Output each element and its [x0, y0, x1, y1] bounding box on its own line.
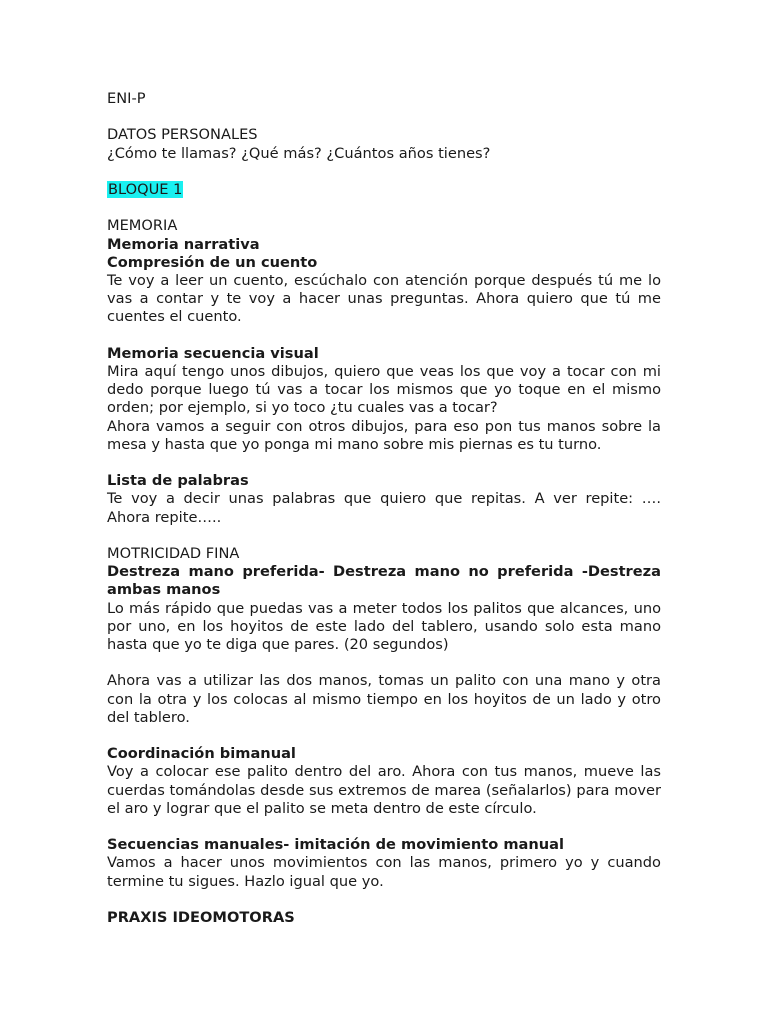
datos-text: ¿Cómo te llamas? ¿Qué más? ¿Cuántos años tienes?: [107, 144, 491, 162]
coordinacion-text: Voy a colocar ese palito dentro del aro. Ahora con tus manos, mueve las cuerdas tomándolas desde sus extremos de marea (señalarlos) para mover el aro y lograr que el palito se meta dentro de este círculo.: [107, 763, 661, 817]
lista-text-1: Te voy a decir unas palabras que quiero que repitas. A ver repite: ….: [107, 490, 661, 508]
secuencia-visual-heading: Memoria secuencia visual: [107, 344, 319, 362]
bloque-highlight: BLOQUE 1: [108, 180, 183, 198]
destreza-text-1: Lo más rápido que puedas vas a meter todos los palitos que alcances, uno por uno, en los hoyitos de este lado del tablero, usando solo esta mano hasta que yo te diga que pares. (20 segundos): [107, 599, 661, 653]
destreza-heading: Destreza mano preferida- Destreza mano no preferida -Destreza ambas manos: [107, 563, 661, 599]
lista-heading: Lista de palabras: [107, 472, 249, 490]
secuencias-manuales-heading: Secuencias manuales- imitación de movimiento manual: [107, 836, 565, 854]
destreza-text-2: Ahora vas a utilizar las dos manos, tomas un palito con una mano y otra con la otra y los colocas al mismo tiempo en los hoyitos de un lado y otro del tablero.: [107, 672, 661, 726]
compresion-heading: Compresión de un cuento: [107, 253, 318, 271]
doc-title: ENI-P: [107, 90, 146, 107]
secuencia-text-1: Mira aquí tengo unos dibujos, quiero que veas los que voy a tocar con mi dedo porque luego tú vas a tocar los mismos que yo toque en el mismo orden; por ejemplo, si yo toco ¿tu cuales vas a tocar?: [107, 362, 661, 417]
compresion-text: Te voy a leer un cuento, escúchalo con atención porque después tú me lo vas a contar y te voy a hacer unas preguntas. Ahora quiero que tú me cuentes el cuento.: [107, 271, 661, 326]
document-page: [107, 90, 661, 927]
praxis-heading: PRAXIS IDEOMOTORAS: [107, 908, 295, 926]
memoria-narrativa-heading: Memoria narrativa: [107, 235, 260, 253]
memoria-heading: MEMORIA: [107, 217, 178, 235]
coordinacion-heading: Coordinación bimanual: [107, 745, 296, 763]
lista-text-2: Ahora repite…..: [107, 508, 222, 526]
secuencias-text: Vamos a hacer unos movimientos con las manos, primero yo y cuando termine tu sigues. Hazlo igual que yo.: [107, 854, 661, 890]
secuencia-text-2: Ahora vamos a seguir con otros dibujos, para eso pon tus manos sobre la mesa y hasta que yo ponga mi mano sobre mis piernas es tu turno.: [107, 417, 661, 453]
datos-heading: DATOS PERSONALES: [107, 126, 258, 144]
motricidad-heading: MOTRICIDAD FINA: [107, 544, 240, 562]
bloque-label: [107, 181, 661, 199]
